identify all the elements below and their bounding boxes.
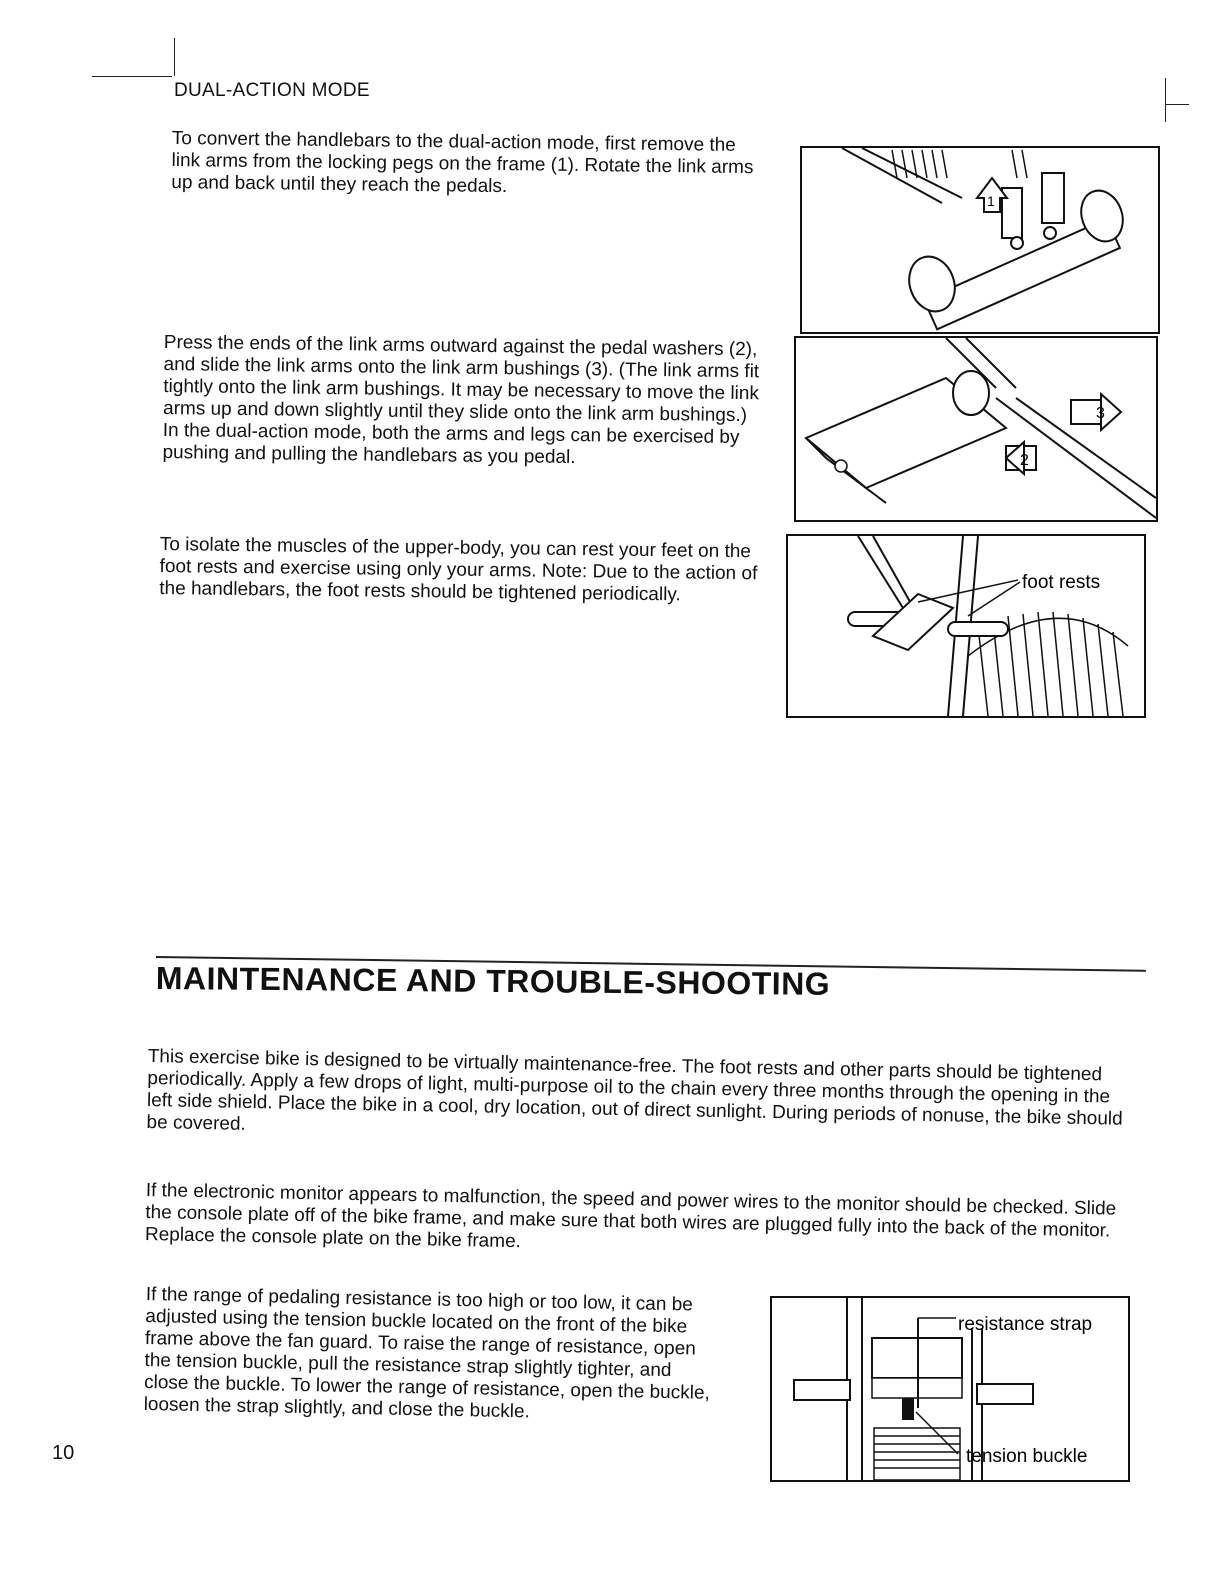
paragraph-isolate: To isolate the muscles of the upper-body, you can rest your feet on the foot rests and exercise using only your arms. Note: Due to the action of the handlebars, the foot rests should be tightened periodically. bbox=[159, 534, 758, 606]
paragraph-convert: To convert the handlebars to the dual-action mode, first remove the link arms from the locking pegs on the frame (1). Rotate the link arms up and back until they reach the pedals. bbox=[171, 128, 754, 198]
figure-pedal-bushings-drawing bbox=[796, 338, 1156, 520]
figure-resistance-strap-drawing bbox=[772, 1298, 1128, 1480]
figure-foot-rests bbox=[786, 534, 1146, 718]
paragraph-resistance: If the range of pedaling resistance is too high or too low, it can be adjusted using the tension buckle located on the front of the bike frame above the fan guard. To raise the range of resistance, open the tension buckle, pull the resistance strap slightly tighter, and close the buckle. To lower the range of resistance, open the buckle, loosen the strap slightly, and close the buckle. bbox=[143, 1284, 710, 1423]
buckle-mark bbox=[902, 1398, 914, 1420]
figure-foot-rests-drawing bbox=[788, 536, 1144, 716]
page-number: 10 bbox=[52, 1442, 75, 1464]
header-tick bbox=[174, 38, 175, 76]
callout-1: 1 bbox=[987, 193, 995, 209]
corner-mark-v bbox=[1165, 78, 1166, 122]
callout-2: 2 bbox=[1020, 452, 1029, 469]
label-resistance-strap: resistance strap bbox=[958, 1314, 1093, 1335]
section-title-maintenance: MAINTENANCE AND TROUBLE-SHOOTING bbox=[155, 960, 831, 1002]
figure-handlebar-pegs bbox=[800, 146, 1160, 334]
paragraph-electronic-monitor: If the electronic monitor appears to malfunction, the speed and power wires to the monitor should be checked. Slide the console plate off of the bike frame, and make sure that both wires are plugged fully into the back of the monitor. Replace the console plate on the bike frame. bbox=[144, 1180, 1117, 1253]
corner-mark-h bbox=[1165, 104, 1189, 105]
figure-resistance-strap bbox=[770, 1296, 1130, 1482]
section-title-dual-action: DUAL-ACTION MODE bbox=[174, 80, 370, 101]
paragraph-link-arms: Press the ends of the link arms outward against the pedal washers (2), and slide the link arms onto the link arm bushings (3). (The link arms fit tightly onto the link arm bushings. It may be necessary to move the link arms up and down slightly until they slide onto the link arm bushings.) In the dual-action mode, both the arms and legs can be exercised by pushing and pulling the handlebars as you pedal. bbox=[162, 332, 760, 469]
paragraph-maintenance-free: This exercise bike is designed to be virtually maintenance-free. The foot rests and other parts should be tightened periodically. Apply a few drops of light, multi-purpose oil to the chain every three months through the opening in the left side shield. Place the bike in a cool, dry location, out of direct sunlight. During periods of nonuse, the bike should be covered. bbox=[146, 1046, 1123, 1135]
header-rule bbox=[92, 76, 172, 77]
callout-3: 3 bbox=[1096, 405, 1105, 422]
arrow-3-icon bbox=[1071, 394, 1121, 430]
figure-pedal-bushings bbox=[794, 336, 1158, 522]
label-tension-buckle: tension buckle bbox=[966, 1446, 1088, 1467]
arrow-2-icon bbox=[1006, 442, 1036, 474]
label-foot-rests: foot rests bbox=[1022, 572, 1101, 593]
figure-handlebar-pegs-drawing bbox=[802, 148, 1158, 332]
